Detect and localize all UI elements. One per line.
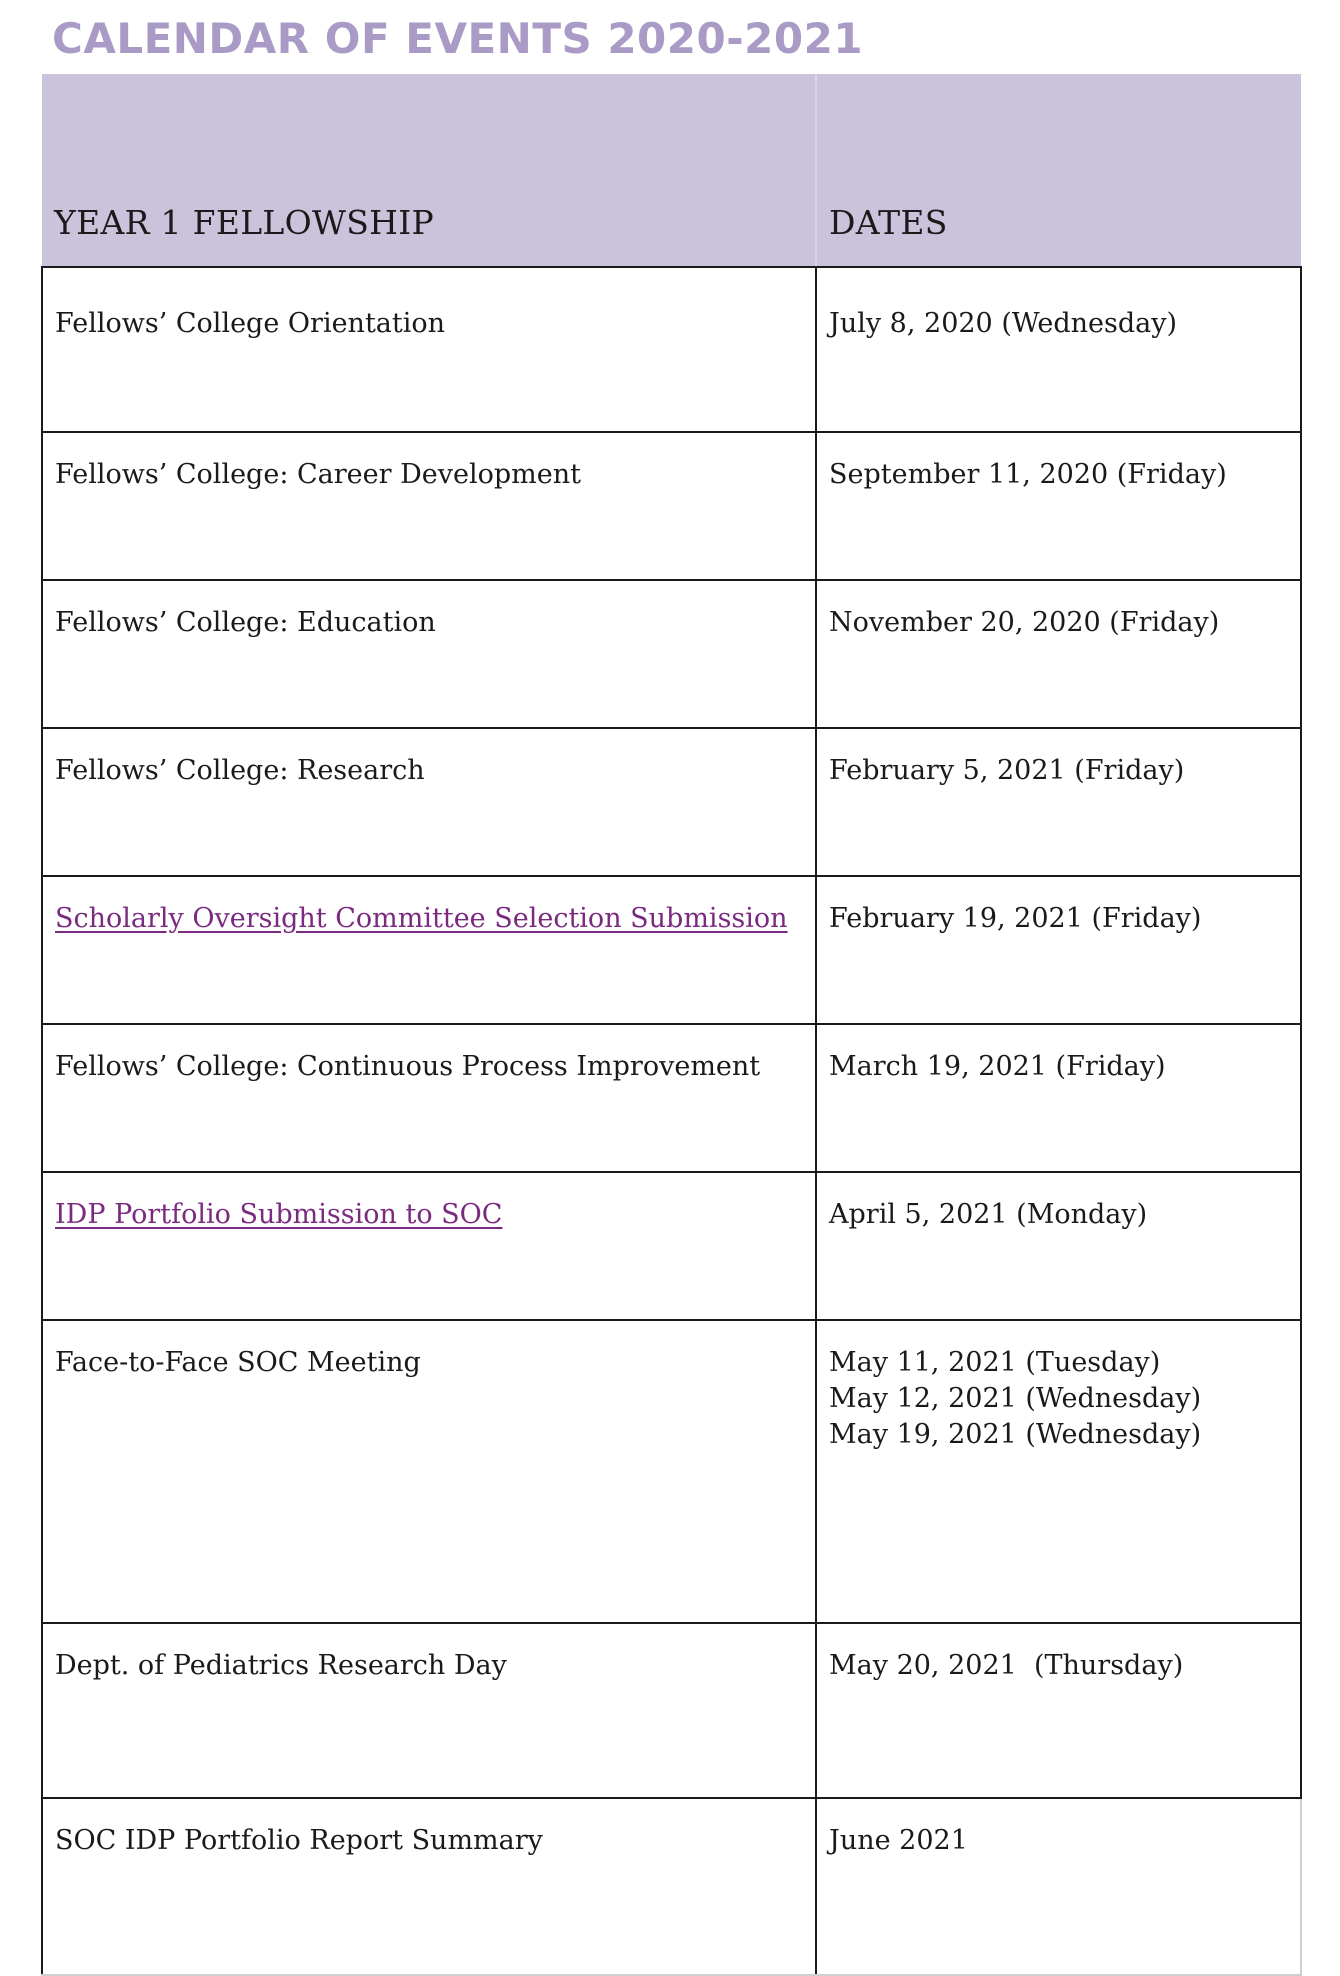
dates-cell	[816, 1798, 1301, 1975]
event-date: May 19, 2021 (Wednesday)	[829, 1419, 1202, 1450]
event-date: April 5, 2021 (Monday)	[829, 1199, 1148, 1230]
dates-cell	[816, 1623, 1301, 1798]
event-label: Fellows’ College: Research	[55, 755, 425, 786]
event-cell	[42, 728, 816, 876]
event-cell	[42, 1172, 816, 1320]
event-cell	[42, 267, 816, 432]
event-cell	[42, 1623, 816, 1798]
table-header-row	[42, 74, 1301, 267]
event-date: September 11, 2020 (Friday)	[829, 459, 1227, 490]
event-label: Fellows’ College Orientation	[55, 308, 446, 339]
table-row	[42, 267, 1301, 432]
idp-portfolio-submission-link[interactable]: IDP Portfolio Submission to SOC	[55, 1199, 503, 1230]
event-cell	[42, 432, 816, 580]
event-label: Fellows’ College: Career Development	[55, 459, 581, 490]
event-date: November 20, 2020 (Friday)	[829, 607, 1220, 638]
dates-cell	[816, 876, 1301, 1024]
event-date: June 2021	[829, 1825, 968, 1856]
dates-cell	[816, 1172, 1301, 1320]
event-label: Fellows’ College: Education	[55, 607, 436, 638]
event-cell	[42, 580, 816, 728]
dates-cell	[816, 267, 1301, 432]
event-date: February 5, 2021 (Friday)	[829, 755, 1185, 786]
event-date: July 8, 2020 (Wednesday)	[829, 308, 1178, 339]
table-row	[42, 432, 1301, 580]
event-cell	[42, 1024, 816, 1172]
table-row	[42, 1320, 1301, 1623]
event-cell	[42, 876, 816, 1024]
table-row	[42, 728, 1301, 876]
event-date: February 19, 2021 (Friday)	[829, 903, 1202, 934]
table-row	[42, 876, 1301, 1024]
event-label: Face-to-Face SOC Meeting	[55, 1347, 421, 1378]
table-row	[42, 580, 1301, 728]
event-date: May 11, 2021 (Tuesday)	[829, 1347, 1161, 1378]
table-row	[42, 1623, 1301, 1798]
table-row	[42, 1024, 1301, 1172]
header-dates: DATES	[816, 74, 1301, 267]
dates-cell	[816, 1320, 1301, 1623]
event-label: Fellows’ College: Continuous Process Improvement	[55, 1051, 761, 1082]
event-cell	[42, 1798, 816, 1975]
event-label: SOC IDP Portfolio Report Summary	[55, 1825, 543, 1856]
page-title: CALENDAR OF EVENTS 2020-2021	[52, 14, 864, 63]
dates-cell	[816, 728, 1301, 876]
table-row	[42, 1798, 1301, 1975]
dates-cell	[816, 580, 1301, 728]
events-table	[41, 74, 1302, 1976]
event-date: March 19, 2021 (Friday)	[829, 1051, 1166, 1082]
header-event: YEAR 1 FELLOWSHIP	[42, 74, 816, 267]
soc-selection-submission-link[interactable]: Scholarly Oversight Committee Selection Submission	[55, 903, 788, 934]
event-label: Dept. of Pediatrics Research Day	[55, 1650, 507, 1681]
event-date: May 20, 2021 (Thursday)	[829, 1650, 1184, 1681]
event-date: May 12, 2021 (Wednesday)	[829, 1383, 1202, 1414]
dates-cell	[816, 432, 1301, 580]
table-row	[42, 1172, 1301, 1320]
dates-cell	[816, 1024, 1301, 1172]
event-cell	[42, 1320, 816, 1623]
